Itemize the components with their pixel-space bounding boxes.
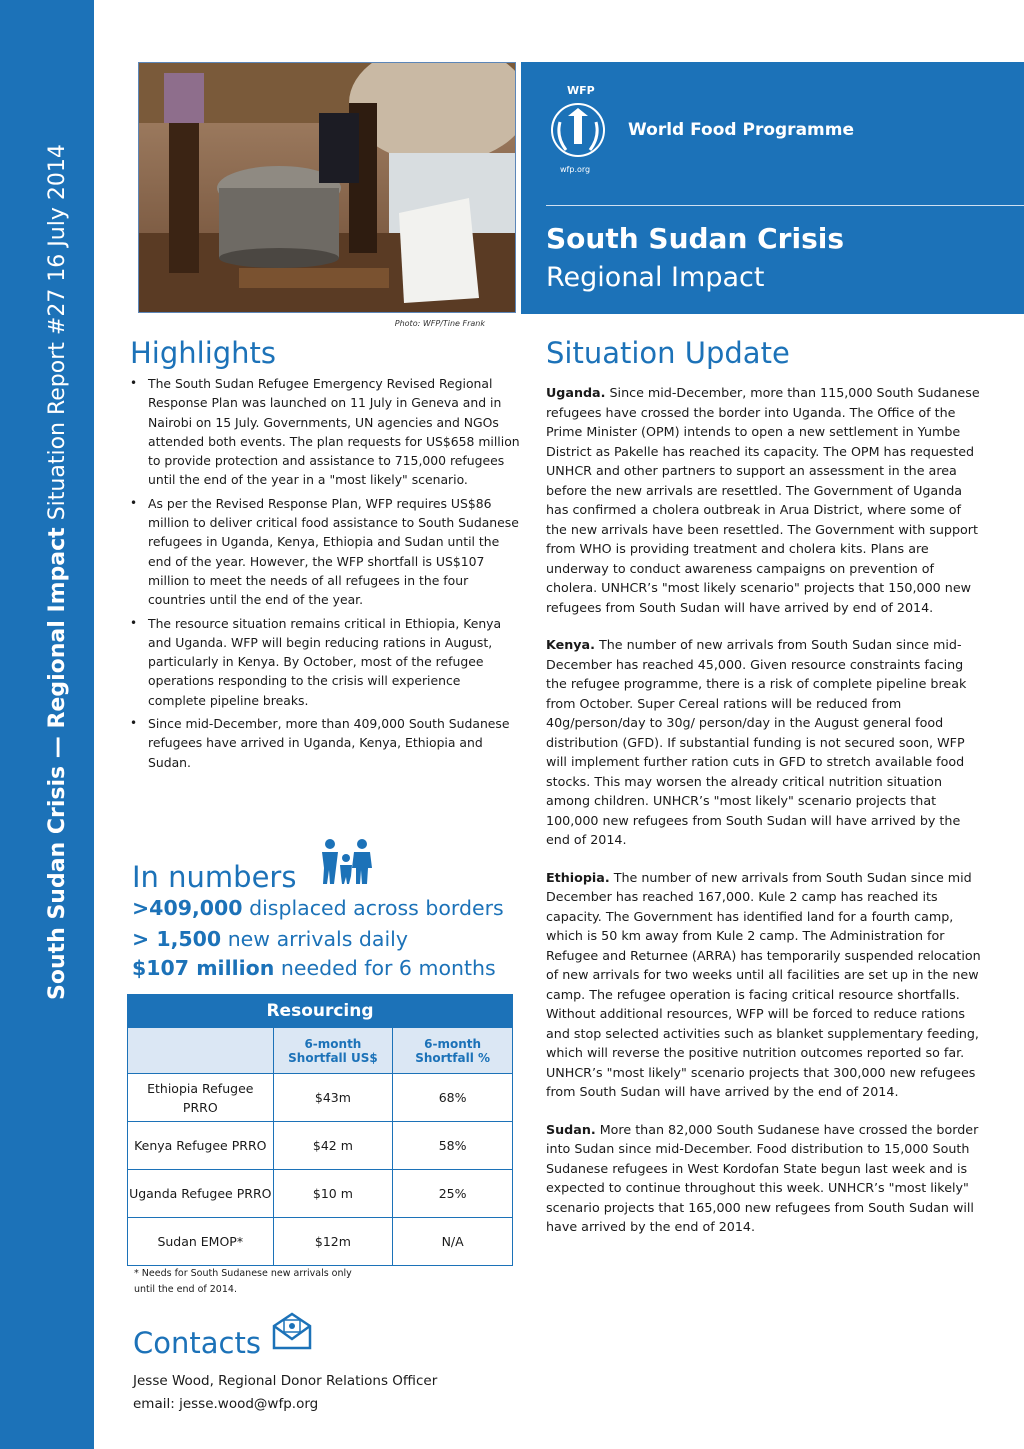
- numbers-line-arrivals: [132, 927, 408, 951]
- table-row: [128, 1218, 513, 1266]
- org-url: wfp.org: [560, 165, 591, 174]
- numbers-label: needed for 6 months: [274, 956, 496, 980]
- row-pct: 68%: [393, 1074, 513, 1122]
- highlight-item: • The resource situation remains critical in Ethiopia, Kenya and Uganda. WFP will begin reducing rations in August, particularly in Kenya. By October, most of the refugee operations responding to the crisis will experience complete pipeline breaks.: [130, 614, 522, 710]
- paragraph-text: The number of new arrivals from South Sudan since mid December has reached 167,000. Kule 2 camp has reached its capacity. The Government has identified land for a fourth camp, which is 50 km away from Kule 2 camp. The Administration for Refugee and Returnee (ARRA) has temporarily suspended relocation of new arrivals for two weeks until all facilities are set up in the new camp. The refugee operation is facing critical resource shortfalls. Without additional resources, WFP will be forced to reduce rations and stop selected activities such as blanket supplementary feeding, which will reverse the positive nutrition outcomes reported so far. UNHCR’s "most likely" scenario projects that 300,000 new refugees from South Sudan will have arrived by the end of 2014.: [546, 869, 981, 1099]
- table-footnote: * Needs for South Sudanese new arrivals only until the end of 2014.: [134, 1268, 352, 1295]
- situation-paragraph-sudan: [546, 1120, 982, 1237]
- sidebar-band: [0, 0, 94, 1449]
- paragraph-lead: Sudan.: [546, 1121, 596, 1137]
- row-usd: $12m: [273, 1218, 393, 1266]
- situation-paragraph-ethiopia: [546, 868, 982, 1102]
- highlight-item: • The South Sudan Refugee Emergency Revised Regional Response Plan was launched on 11 July in Geneva and in Nairobi on 15 July. Governments, UN agencies and NGOs attended both events. The plan requests for US$658 million to provide protection and assistance to 715,000 refugees until the end of the year in a "most likely" scenario.: [130, 374, 522, 490]
- row-name: Uganda Refugee PRRO: [128, 1170, 274, 1218]
- highlights-heading: Highlights: [130, 336, 277, 370]
- paragraph-text: More than 82,000 South Sudanese have crossed the border into Sudan since mid-December. Food distribution to 15,000 South Sudanese refugees in West Kordofan State begun last week and is expected to continue throughout this week. UNHCR’s "most likely" scenario projects that 165,000 new refugees from South Sudan will have arrived by the end of 2014.: [546, 1121, 979, 1234]
- highlight-item: • As per the Revised Response Plan, WFP requires US$86 million to deliver critical food assistance to South Sudanese refugees in Uganda, Kenya, Ethiopia and Sudan until the end of the year. However, the WFP shortfall is US$107 million to meet the needs of all refugees in the four countries until the end of the year.: [130, 494, 522, 610]
- table-row: [128, 1170, 513, 1218]
- photo-credit: Photo: WFP/Tine Frank: [394, 319, 485, 328]
- table-row: [128, 1122, 513, 1170]
- paragraph-text: The number of new arrivals from South Sudan since mid-December has reached 45,000. Given resource constraints facing the refugee programme, there is a risk of complete pipeline break from October. Super Cereal rations will be reduced from 40g/person/day to 30g/ person/day in the August general food distribution (GFD). If substantial funding is not secured soon, WFP will implement further ration cuts in GFD to stretch available food stocks. This may worsen the already critical nutrition situation among children. UNHCR’s "most likely" scenario projects that 100,000 new refugees from South Sudan will have arrived by the end of 2014.: [546, 637, 967, 847]
- report-subtitle: Regional Impact: [546, 262, 765, 293]
- numbers-label: new arrivals daily: [221, 927, 409, 951]
- table-row: [128, 1074, 513, 1122]
- situation-paragraph-kenya: [546, 635, 982, 850]
- column-header-pct: 6-month Shortfall %: [393, 1028, 513, 1074]
- resourcing-title: Resourcing: [128, 995, 513, 1028]
- sidebar-title-bold: South Sudan Crisis — Regional Impact: [45, 527, 70, 1000]
- paragraph-text: Since mid-December, more than 115,000 South Sudanese refugees have crossed the border into Uganda. The Office of the Prime Minister (OPM) intends to open a new settlement in Yumbe District as Pakelle has reached its capacity. The OPM has requested UNHCR and other partners to support an assessment in the area before the new arrivals are resettled. The Government of Uganda has confirmed a cholera outbreak in Arua District, where some of the new arrivals have been resettled. The Government with support from WHO is providing treatment and cholera kits. Plans are underway to conduct awareness campaigns on prevention of cholera. UNHCR’s "most likely scenario" projects that 150,000 new refugees from South Sudan will have arrived by end of 2014.: [546, 385, 980, 615]
- numbers-line-funding: [132, 956, 496, 980]
- row-pct: N/A: [393, 1218, 513, 1266]
- paragraph-lead: Ethiopia.: [546, 869, 610, 885]
- highlights-list: [130, 374, 522, 772]
- table-header-row: [128, 1028, 513, 1074]
- family-icon: [318, 838, 374, 886]
- row-usd: $42 m: [273, 1122, 393, 1170]
- row-name: Ethiopia Refugee PRRO: [128, 1074, 274, 1122]
- sidebar-report-title: [47, 144, 69, 1000]
- envelope-icon: [271, 1312, 313, 1350]
- resourcing-table: [127, 994, 513, 1266]
- contacts-heading: Contacts: [133, 1326, 261, 1360]
- contact-name: Jesse Wood, Regional Donor Relations Officer: [133, 1373, 438, 1389]
- row-usd: $10 m: [273, 1170, 393, 1218]
- cover-photo-illustration: [139, 63, 516, 313]
- org-abbreviation: WFP: [567, 84, 595, 97]
- column-header-empty: [128, 1028, 274, 1074]
- row-usd: $43m: [273, 1074, 393, 1122]
- row-pct: 25%: [393, 1170, 513, 1218]
- paragraph-lead: Uganda.: [546, 385, 606, 400]
- table-title-row: [128, 995, 513, 1028]
- numbers-label: displaced across borders: [242, 896, 504, 920]
- cover-photo: [138, 62, 516, 313]
- situation-body: [546, 383, 982, 1255]
- report-title: South Sudan Crisis: [546, 222, 845, 255]
- header-divider: [546, 205, 1024, 206]
- numbers-value: >409,000: [132, 896, 243, 920]
- numbers-value: $107 million: [132, 956, 275, 980]
- numbers-heading: In numbers: [132, 860, 297, 894]
- contact-email[interactable]: email: jesse.wood@wfp.org: [133, 1396, 319, 1412]
- highlights-list-container: [130, 374, 522, 776]
- row-name: Sudan EMOP*: [128, 1218, 274, 1266]
- sidebar-title-light: Situation Report #27 16 July 2014: [45, 144, 70, 521]
- row-pct: 58%: [393, 1122, 513, 1170]
- row-name: Kenya Refugee PRRO: [128, 1122, 274, 1170]
- org-name: World Food Programme: [628, 120, 854, 140]
- numbers-line-displaced: [132, 896, 504, 920]
- highlight-item: • Since mid-December, more than 409,000 South Sudanese refugees have arrived in Uganda, Kenya, Ethiopia and Sudan.: [130, 714, 522, 772]
- numbers-value: > 1,500: [132, 927, 222, 951]
- situation-heading: Situation Update: [546, 336, 790, 370]
- situation-paragraph-uganda: [546, 383, 982, 617]
- column-header-usd: 6-month Shortfall US$: [273, 1028, 393, 1074]
- paragraph-lead: Kenya.: [546, 637, 595, 652]
